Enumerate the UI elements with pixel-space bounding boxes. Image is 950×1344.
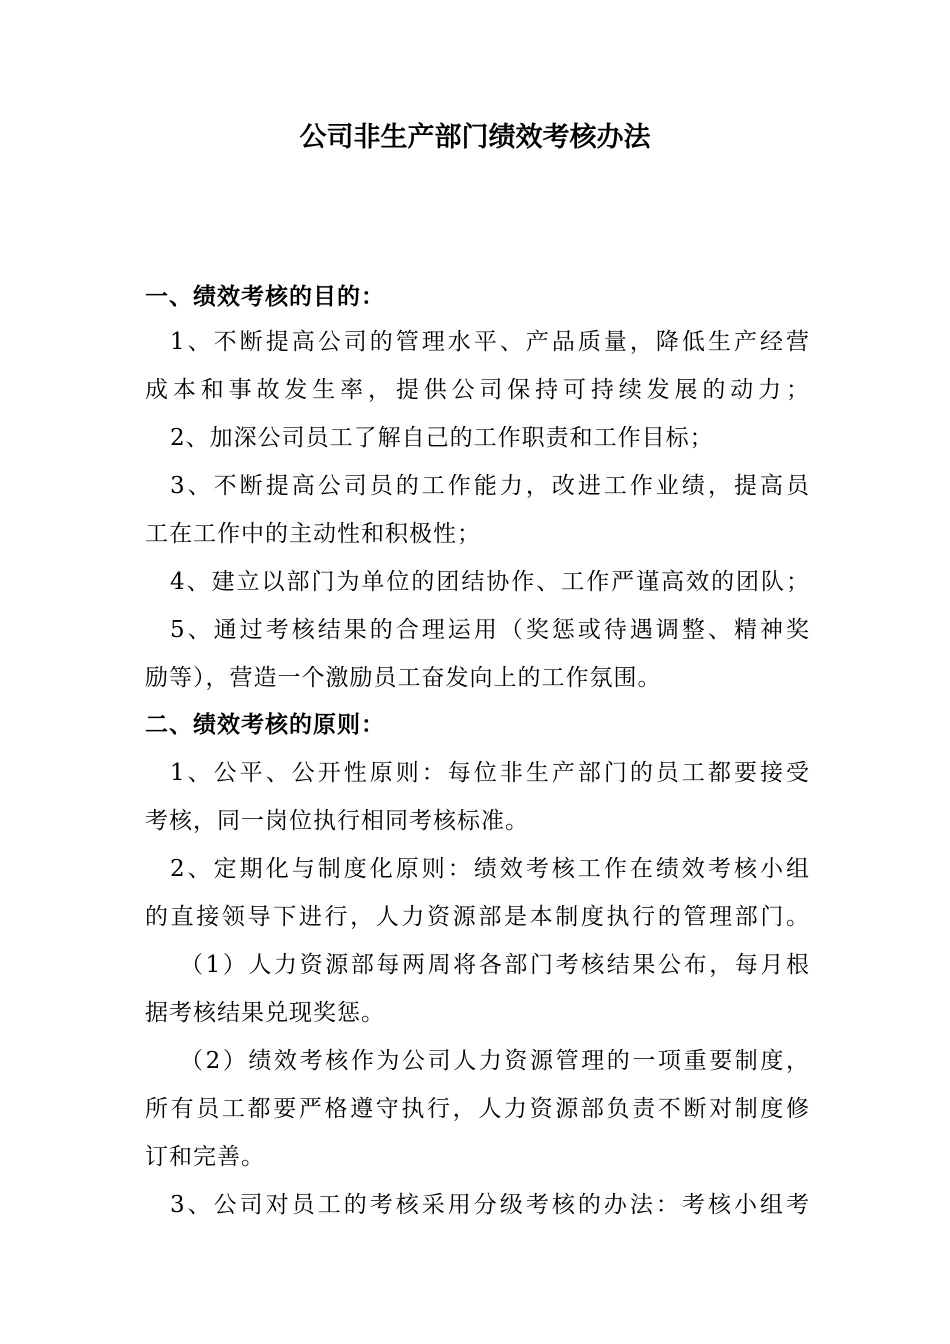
- paragraph-line: 2、定期化与制度化原则：绩效考核工作在绩效考核小组: [170, 856, 810, 882]
- paragraph-line: 5、通过考核结果的合理运用（奖惩或待遇调整、精神奖: [170, 617, 810, 643]
- paragraph-line: 3、公司对员工的考核采用分级考核的办法：考核小组考: [170, 1192, 810, 1218]
- section-heading-principles: 二、绩效考核的原则：: [145, 712, 385, 738]
- paragraph-line: 订和完善。: [145, 1144, 265, 1170]
- paragraph-line: 据考核结果兑现奖惩。: [145, 1000, 385, 1026]
- paragraph-line: 成本和事故发生率，提供公司保持可持续发展的动力；: [145, 377, 810, 403]
- paragraph-line: 4、建立以部门为单位的团结协作、工作严谨高效的团队；: [170, 569, 810, 595]
- paragraph-line: 所有员工都要严格遵守执行，人力资源部负责不断对制度修: [145, 1096, 810, 1122]
- paragraph-line: 3、不断提高公司员的工作能力，改进工作业绩，提高员: [170, 473, 810, 499]
- paragraph-line: 工在工作中的主动性和积极性；: [145, 521, 481, 547]
- paragraph-line: 考核，同一岗位执行相同考核标准。: [145, 808, 529, 834]
- paragraph-line: 1、不断提高公司的管理水平、产品质量，降低生产经营: [170, 329, 810, 355]
- paragraph-line: 的直接领导下进行，人力资源部是本制度执行的管理部门。: [145, 904, 810, 930]
- paragraph-line: （1）人力资源部每两周将各部门考核结果公布，每月根: [180, 952, 810, 978]
- document-title: 公司非生产部门绩效考核办法: [299, 122, 651, 153]
- section-heading-purpose: 一、绩效考核的目的：: [145, 284, 385, 310]
- paragraph-line: 1、公平、公开性原则：每位非生产部门的员工都要接受: [170, 760, 810, 786]
- paragraph-line: 2、加深公司员工了解自己的工作职责和工作目标；: [170, 425, 714, 451]
- paragraph-line: 励等），营造一个激励员工奋发向上的工作氛围。: [145, 665, 662, 691]
- paragraph-line: （2）绩效考核作为公司人力资源管理的一项重要制度，: [180, 1048, 810, 1074]
